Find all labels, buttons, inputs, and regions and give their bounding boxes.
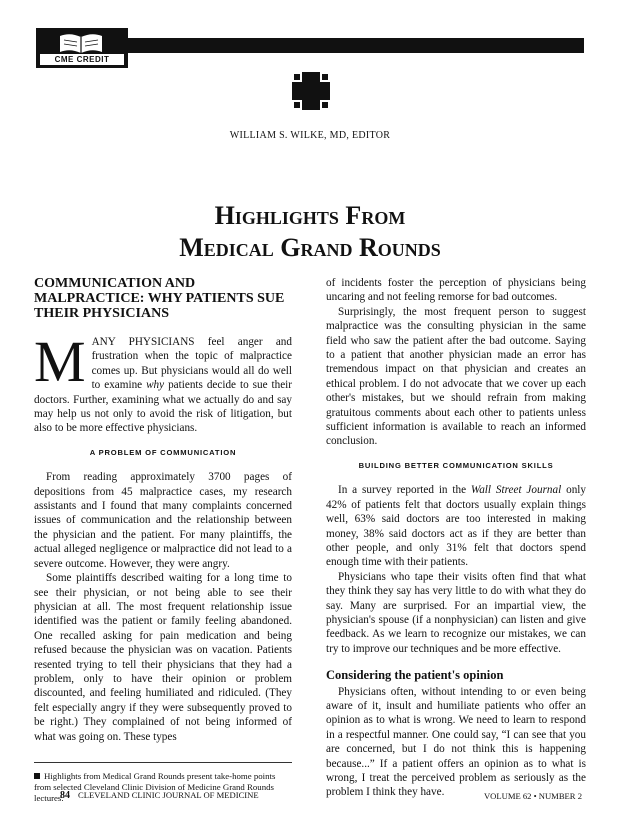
drop-cap: M xyxy=(34,329,86,394)
right-column xyxy=(326,276,586,800)
header-bar xyxy=(128,38,584,53)
survey-text-a: In a survey reported in the xyxy=(338,484,471,497)
cross-emblem-icon xyxy=(292,72,330,110)
survey-text-b: only 42% of patients felt that doctors usually explain things well, 63% said doctors are too interested in making money, 38% said doctors act as if they are better than other people, and only 31% felt that doctors spend enough time with their patients. xyxy=(326,484,586,569)
body-paragraph: From reading approximately 3700 pages of depositions from 45 malpractice cases, my research assistants and I found that many complaints concerned issues of communication and the relationship between the physician and the patient. For many plaintiffs, the actual alleged negligence or malpractice did not lead to a severe outcome. However, they were angry. xyxy=(34,471,292,570)
title-line-1: Highlights From xyxy=(214,201,406,230)
open-book-icon xyxy=(58,32,104,54)
journal-emphasis: Wall Street Journal xyxy=(470,484,562,497)
body-paragraph: Surprisingly, the most frequent person to suggest malpractice was the consulting physician in the same field who saw the patient after the bad outcome. Saying to a patient that another physician made an error has tremendous impact on that physician and creates an ethical problem. I do not advocate that we cover up each other's mistakes, but we should refrain from making gratuitous comments about each other to patients unless sufficient information is available to reach an informed conclusion. xyxy=(326,305,586,448)
editor-line: WILLIAM S. WILKE, MD, EDITOR xyxy=(229,130,391,141)
journal-name: CLEVELAND CLINIC JOURNAL OF MEDICINE xyxy=(78,790,259,800)
body-paragraph: of incidents foster the perception of physicians being uncaring and not feeling remorse for bad outcomes. xyxy=(326,277,586,304)
page-number: 84 xyxy=(60,790,70,801)
footnote-text: Highlights from Medical Grand Rounds present take-home points from selected Cleveland Clinic Division of Medicine Grand Rounds lectures. xyxy=(34,770,276,803)
subhead-problem-of-communication: A PROBLEM OF COMMUNICATION xyxy=(89,447,237,457)
intro-text-a: feel anger and frustration when the topic of malpractice comes up. But physicians would all do well to examine xyxy=(91,336,292,392)
footer-left xyxy=(60,790,259,801)
square-bullet-icon xyxy=(34,773,40,779)
left-column xyxy=(34,276,292,804)
body-paragraph: Physicians often, without intending to or even being aware of it, insult and humiliate patients who offer an opinion as to what is wrong. We need to learn to respond in a respectful manner. One could say, “I can see that you are concerned, but I do not think this is happening because...” If a patient offers an opinion as to what is wrong, I treat the perceived problem as seriously as the problem I think they have. xyxy=(326,685,586,799)
intro-lead: ANY PHYSICIANS xyxy=(91,336,195,348)
footer-volume: VOLUME 62 • NUMBER 2 xyxy=(483,791,582,801)
cme-credit-badge xyxy=(36,28,128,68)
body-paragraph: Physicians who tape their visits often find that what they think they say has very little to do with what they do say. Many are surprised. For an impartial view, the physician's spouse (if a nonphysician) can listen and give feedback. As we learn to recognize our mistakes, we can try to improve our techniques and be more effective. xyxy=(326,570,586,655)
intro-text-b: patients decide to sue their doctors. Further, examining what we actually do and say may help us not only to avoid the risk of litigation, but also to be more effective physicians. xyxy=(34,379,292,435)
title-line-2: Medical Grand Rounds xyxy=(179,233,441,262)
subsection-heading: Considering the patient's opinion xyxy=(326,668,504,683)
subhead-building-skills: BUILDING BETTER COMMUNICATION SKILLS xyxy=(358,460,554,470)
intro-emphasis: why xyxy=(146,379,165,392)
body-paragraph: Some plaintiffs described waiting for a long time to see their physician, or not being able to see their physician at all. The most frequent relationship issue identified was the patient or family feeling abandoned. One recalled asking for pain medication and being refused because the physician was on vacation. Patients resented trying to tell their physicians that they had a problem, only to have their opinion or problem discounted, and feeling humiliated and ridiculed. (They felt especially angry if they were subsequently proved to be right.) They complained of not being informed of what was going on. These types xyxy=(34,572,292,743)
cme-credit-label: CME CREDIT xyxy=(40,54,124,65)
section-title: COMMUNICATION AND MALPRACTICE: WHY PATIENTS SUE THEIR PHYSICIANS xyxy=(34,276,285,321)
page-title xyxy=(0,200,620,264)
intro-paragraph xyxy=(34,329,292,436)
body-paragraph xyxy=(326,483,586,569)
